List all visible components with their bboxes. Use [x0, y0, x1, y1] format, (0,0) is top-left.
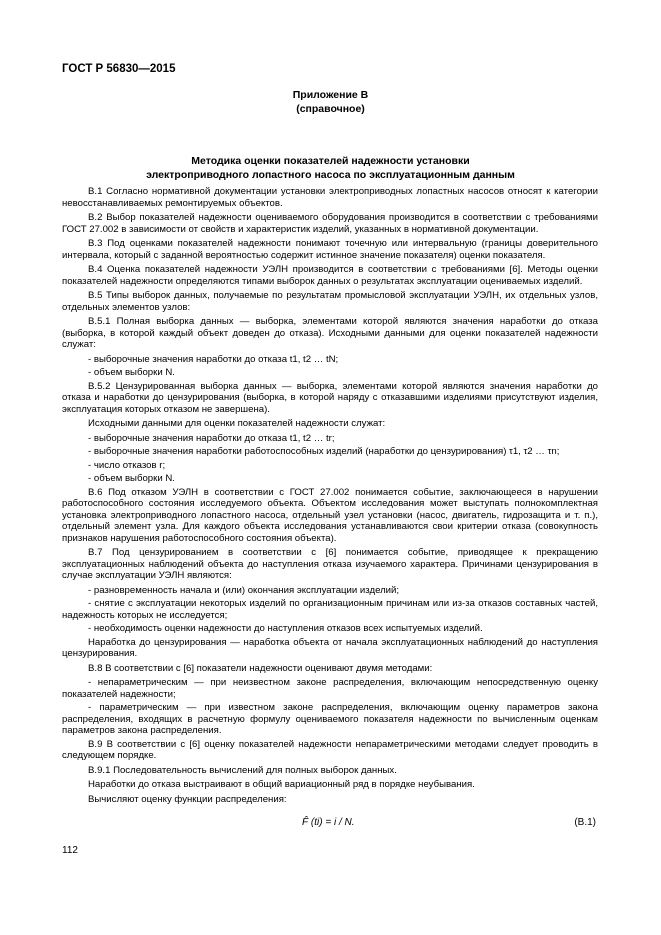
paragraph-b9-1: В.9.1 Последовательность вычислений для полных выборок данных.	[88, 764, 397, 776]
list-item: - выборочные значения наработки до отказа t1, t2 … tN;	[88, 353, 339, 365]
paragraph-b7: В.7 Под цензурированием в соответствии с [6] понимается событие, приводящее к прекращению эксплуатационных наблюдений объекта до наступления отказа изучаемого характера. Причинами цензурирования в случае эксплуатации УЭЛН являются:	[62, 547, 598, 581]
paragraph-b9: В.9 В соответствии с [6] оценку показателей надежности непараметрическими методами следует проводить в следующем порядке.	[62, 738, 598, 761]
paragraph-b5-1: В.5.1 Полная выборка данных — выборка, элементами которой являются значения наработки до отказа (выборка, в которой каждый объект доведен до отказа). Исходными данными для оценки показателей надежности служат:	[62, 316, 598, 350]
paragraph-b2: В.2 Выбор показателей надежности оцениваемого оборудования производится в соответствии с требованиями ГОСТ 27.002 в зависимости от свойств и характеристик изделий, указанных в нормативной документации.	[62, 212, 598, 235]
formula-number: (В.1)	[574, 817, 596, 828]
paragraph: Наработка до цензурирования — наработка объекта от начала эксплуатационных наблюдений до наступления цензурирования.	[62, 636, 598, 659]
paragraph: Наработки до отказа выстраивают в общий вариационный ряд в порядке неубывания.	[88, 779, 475, 790]
list-item: - разновременность начала и (или) окончания эксплуатации изделий;	[88, 584, 400, 596]
list-item: - объем выборки N.	[88, 473, 175, 484]
paragraph-b4: В.4 Оценка показателей надежности УЭЛН производится в соответствии с требованиями [6]. Методы оценки показателей надежности определяются типами выборок данных о результатах эксплуатации оцениваемых изделий.	[62, 264, 598, 287]
section-title-line-1: Методика оценки показателей надежности установки	[191, 155, 470, 167]
list-item: - снятие с эксплуатации некоторых изделий по организационным причинам или из-за отказов составных частей, надежность которых не исследуется;	[62, 598, 598, 621]
paragraph-b6: В.6 Под отказом УЭЛН в соответствии с ГОСТ 27.002 понимается событие, заключающееся в нарушении работоспособного состояния исследуемого объекта. Объектом исследования может выступать полнокомплектная установка электроприводного лопастного насоса, отдельный узел установки (насос, двигатель, гидрозащита и т. п.), отдельный элемент узла. Для каждого объекта исследования устанавливаются свои критерии отказа (совокупность признаков нарушения работоспособного состояния объекта).	[62, 486, 598, 544]
list-item: - параметрическим — при известном законе распределения, включающим оценку параметров закона распределения, входящих в расчетную формулу оцениваемого показателя надежности по вычисленным оценкам параметров закона распределения.	[62, 702, 598, 736]
list-item: - объем выборки N.	[88, 367, 175, 378]
body-text	[62, 186, 598, 808]
section-title-line-2: электроприводного лопастного насоса по эксплуатационным данным	[146, 169, 515, 181]
paragraph-b5: В.5 Типы выборок данных, получаемые по результатам промысловой эксплуатации УЭЛН, их отдельных узлов, отдельных элементов узлов:	[62, 290, 598, 313]
list-item: - выборочные значения наработки до отказа t1, t2 … tr;	[88, 432, 335, 444]
paragraph-b3: В.3 Под оценками показателей надежности понимают точечную или интервальную (границы доверительного интервала, который с заданной вероятностью содержит истинное значение показателя) оценки показателя.	[62, 238, 598, 261]
paragraph-b5-2: В.5.2 Цензурированная выборка данных — выборка, элементами которой являются значения наработки до отказа и наработки до цензурирования (выборка, в которой наряду с отказавшими изделиями присутствуют изделия, эксплуатация которых отказом не завершена).	[62, 380, 598, 415]
document-header: ГОСТ Р 56830—2015	[62, 63, 176, 75]
list-item: - непараметрическим — при неизвестном законе распределения, включающим непосредственную оценку показателей надежности;	[62, 677, 598, 700]
appendix-heading: Приложение В	[292, 89, 369, 101]
paragraph: Вычисляют оценку функции распределения:	[88, 793, 287, 805]
formula-expression: F̂ (ti) = i / N.	[302, 817, 355, 828]
appendix-subheading: (справочное)	[296, 103, 365, 115]
paragraph-b1: В.1 Согласно нормативной документации установки электроприводных лопастных насосов относят к категории невосстанавливаемых ремонтируемых объектов.	[62, 186, 598, 209]
list-item: - выборочные значения наработки работоспособных изделий (наработки до цензурирования) τ1, τ2 … τn;	[88, 446, 560, 457]
list-item: - необходимость оценки надежности до наступления отказов всех испытуемых изделий.	[88, 623, 483, 634]
page-number: 112	[62, 845, 78, 856]
list-item: - число отказов r;	[88, 459, 166, 471]
paragraph-b8: В.8 В соответствии с [6] показатели надежности оценивают двумя методами:	[88, 662, 433, 674]
paragraph: Исходными данными для оценки показателей надежности служат:	[88, 418, 386, 429]
